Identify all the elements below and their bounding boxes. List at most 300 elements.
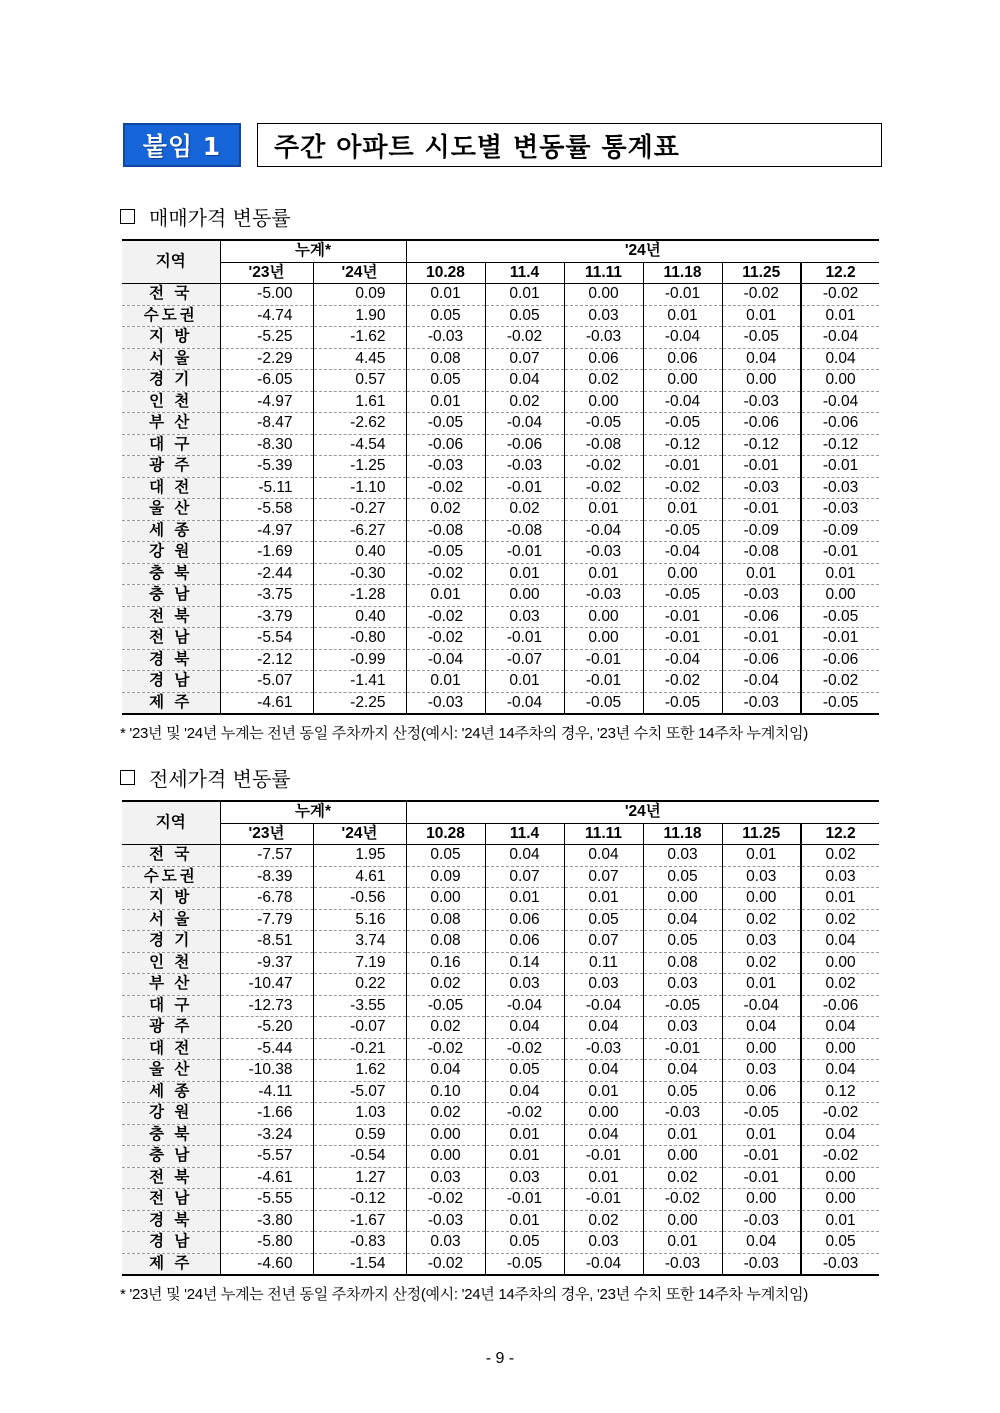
weekly-value-cell: -0.02 [406, 1189, 485, 1211]
cumulative-value-cell: -2.12 [220, 649, 313, 671]
table-row [122, 413, 879, 435]
weekly-value-cell: 0.00 [406, 1146, 485, 1168]
weekly-value-cell: -0.03 [722, 585, 801, 607]
weekly-value-cell: 0.00 [722, 1189, 801, 1211]
weekly-value-cell: 0.01 [564, 563, 643, 585]
weekly-value-cell: -0.03 [406, 327, 485, 349]
cumulative-value-cell: -5.20 [220, 1017, 313, 1039]
table-row [122, 866, 879, 888]
weekly-value-cell: 0.00 [643, 370, 722, 392]
weekly-value-cell: -0.05 [722, 327, 801, 349]
region-cell: 부 산 [122, 413, 220, 435]
table-row [122, 1146, 879, 1168]
weekly-value-cell: 0.03 [485, 606, 564, 628]
table-row [122, 995, 879, 1017]
weekly-value-cell: -0.03 [722, 692, 801, 714]
checkbox-square-icon [120, 209, 135, 224]
weekly-value-cell: -0.05 [801, 606, 879, 628]
cum-year-header: '24년 [313, 823, 406, 845]
weekly-value-cell: 0.04 [564, 1060, 643, 1082]
weekly-value-cell: 0.00 [564, 628, 643, 650]
table-row [122, 909, 879, 931]
weekly-value-cell: 0.01 [485, 671, 564, 693]
weekly-value-cell: -0.04 [485, 413, 564, 435]
region-cell: 경 기 [122, 931, 220, 953]
cumulative-value-cell: -2.62 [313, 413, 406, 435]
table-row [122, 952, 879, 974]
weekly-value-cell: 0.01 [643, 1124, 722, 1146]
weekly-value-cell: 0.02 [406, 1103, 485, 1125]
region-cell: 대 전 [122, 477, 220, 499]
weekly-value-cell: -0.02 [485, 1038, 564, 1060]
weekly-value-cell: -0.05 [564, 692, 643, 714]
cumulative-value-cell: -0.12 [313, 1189, 406, 1211]
weekly-value-cell: -0.03 [564, 327, 643, 349]
region-cell: 부 산 [122, 974, 220, 996]
weekly-value-cell: 0.02 [485, 499, 564, 521]
weekly-value-cell: 0.01 [485, 1124, 564, 1146]
region-cell: 전 국 [122, 284, 220, 306]
weekly-value-cell: 0.12 [801, 1081, 879, 1103]
weekly-value-cell: 0.05 [801, 1232, 879, 1254]
table-row [122, 391, 879, 413]
region-cell: 전 남 [122, 1189, 220, 1211]
table-row [122, 456, 879, 478]
weekly-value-cell: 0.01 [406, 391, 485, 413]
weekly-value-cell: 0.03 [722, 931, 801, 953]
weekly-value-cell: 0.08 [643, 952, 722, 974]
cumulative-value-cell: 0.40 [313, 606, 406, 628]
weekly-value-cell: -0.06 [722, 649, 801, 671]
weekly-value-cell: 0.06 [564, 348, 643, 370]
weekly-value-cell: -0.06 [801, 995, 879, 1017]
weekly-value-cell: 0.02 [564, 370, 643, 392]
weekly-value-cell: -0.03 [406, 456, 485, 478]
week-header: 12.2 [801, 823, 879, 845]
table-row [122, 692, 879, 714]
cumulative-value-cell: -10.47 [220, 974, 313, 996]
week-header: 11.11 [564, 823, 643, 845]
weekly-value-cell: -0.04 [722, 995, 801, 1017]
weekly-value-cell: -0.03 [801, 1253, 879, 1275]
weekly-value-cell: -0.01 [722, 499, 801, 521]
weekly-value-cell: -0.08 [722, 542, 801, 564]
cumulative-value-cell: -0.56 [313, 888, 406, 910]
weekly-value-cell: -0.03 [722, 1210, 801, 1232]
weekly-value-cell: 0.05 [564, 909, 643, 931]
cumulative-value-cell: -1.28 [313, 585, 406, 607]
cumulative-value-cell: -0.30 [313, 563, 406, 585]
cum-year-header: '23년 [220, 823, 313, 845]
weekly-value-cell: 0.05 [406, 305, 485, 327]
cumulative-value-cell: -7.79 [220, 909, 313, 931]
weekly-value-cell: 0.04 [801, 931, 879, 953]
cumulative-header: 누계* [220, 240, 406, 262]
cumulative-value-cell: -5.00 [220, 284, 313, 306]
weekly-value-cell: -0.05 [406, 995, 485, 1017]
region-cell: 세 종 [122, 520, 220, 542]
table-row [122, 370, 879, 392]
weekly-value-cell: 0.01 [564, 888, 643, 910]
weekly-value-cell: -0.02 [406, 628, 485, 650]
year-header: '24년 [406, 240, 879, 262]
weekly-value-cell: -0.02 [406, 606, 485, 628]
region-cell: 충 북 [122, 1124, 220, 1146]
week-header: 10.28 [406, 262, 485, 284]
table-row [122, 1017, 879, 1039]
weekly-value-cell: -0.05 [643, 692, 722, 714]
week-header: 11.18 [643, 823, 722, 845]
weekly-value-cell: 0.01 [485, 563, 564, 585]
table-row [122, 499, 879, 521]
weekly-value-cell: 0.01 [485, 284, 564, 306]
weekly-value-cell: 0.05 [406, 845, 485, 867]
weekly-value-cell: -0.01 [564, 649, 643, 671]
weekly-value-cell: -0.02 [801, 1146, 879, 1168]
cumulative-value-cell: -8.47 [220, 413, 313, 435]
weekly-value-cell: -0.01 [801, 456, 879, 478]
region-cell: 제 주 [122, 692, 220, 714]
cumulative-value-cell: -2.25 [313, 692, 406, 714]
weekly-value-cell: -0.04 [801, 391, 879, 413]
cumulative-value-cell: -1.41 [313, 671, 406, 693]
weekly-value-cell: -0.08 [485, 520, 564, 542]
weekly-value-cell: -0.08 [564, 434, 643, 456]
week-header: 11.11 [564, 262, 643, 284]
table-row [122, 974, 879, 996]
cumulative-value-cell: -3.55 [313, 995, 406, 1017]
week-header: 11.18 [643, 262, 722, 284]
region-cell: 전 국 [122, 845, 220, 867]
region-cell: 경 북 [122, 649, 220, 671]
weekly-value-cell: 0.02 [801, 845, 879, 867]
cumulative-value-cell: -3.80 [220, 1210, 313, 1232]
weekly-value-cell: -0.03 [722, 477, 801, 499]
table-row [122, 563, 879, 585]
cumulative-value-cell: -4.54 [313, 434, 406, 456]
weekly-value-cell: 0.08 [406, 348, 485, 370]
weekly-value-cell: 0.05 [643, 931, 722, 953]
weekly-value-cell: 0.00 [643, 563, 722, 585]
weekly-value-cell: 0.00 [406, 1124, 485, 1146]
weekly-value-cell: 0.00 [722, 888, 801, 910]
cumulative-value-cell: -1.62 [313, 327, 406, 349]
weekly-value-cell: 0.07 [485, 348, 564, 370]
cumulative-value-cell: -5.55 [220, 1189, 313, 1211]
weekly-value-cell: -0.02 [485, 1103, 564, 1125]
cumulative-value-cell: -4.61 [220, 1167, 313, 1189]
weekly-value-cell: 0.04 [564, 845, 643, 867]
cumulative-value-cell: -5.07 [313, 1081, 406, 1103]
cumulative-value-cell: 4.61 [313, 866, 406, 888]
weekly-value-cell: 0.02 [406, 499, 485, 521]
week-header: 12.2 [801, 262, 879, 284]
weekly-value-cell: 0.07 [564, 866, 643, 888]
weekly-value-cell: 0.01 [643, 1232, 722, 1254]
cumulative-value-cell: -5.44 [220, 1038, 313, 1060]
weekly-value-cell: -0.02 [801, 671, 879, 693]
weekly-value-cell: 0.03 [564, 305, 643, 327]
weekly-value-cell: 0.05 [485, 1060, 564, 1082]
weekly-value-cell: 0.03 [564, 974, 643, 996]
week-header: 11.4 [485, 823, 564, 845]
table-row [122, 1253, 879, 1275]
sale-footnote: * '23년 및 '24년 누계는 전년 동일 주차까지 산정(예시: '24년 14주차의 경우, '23년 수치 또한 14주차 누계치임) [120, 725, 808, 742]
weekly-value-cell: 0.04 [564, 1124, 643, 1146]
weekly-value-cell: 0.02 [564, 1210, 643, 1232]
weekly-value-cell: 0.05 [643, 1081, 722, 1103]
cumulative-value-cell: -0.07 [313, 1017, 406, 1039]
table-row [122, 1124, 879, 1146]
weekly-value-cell: -0.09 [801, 520, 879, 542]
weekly-value-cell: -0.02 [643, 671, 722, 693]
table-row [122, 1167, 879, 1189]
weekly-value-cell: -0.02 [485, 327, 564, 349]
cumulative-value-cell: -0.54 [313, 1146, 406, 1168]
weekly-value-cell: -0.12 [643, 434, 722, 456]
region-cell: 인 천 [122, 391, 220, 413]
weekly-value-cell: 0.04 [485, 370, 564, 392]
weekly-value-cell: 0.00 [485, 585, 564, 607]
weekly-value-cell: -0.05 [406, 413, 485, 435]
weekly-value-cell: 0.00 [801, 1167, 879, 1189]
sale-rate-table [122, 239, 879, 715]
table-row [122, 1038, 879, 1060]
sale-section-title [120, 202, 291, 230]
weekly-value-cell: 0.00 [801, 952, 879, 974]
weekly-value-cell: 0.00 [643, 1210, 722, 1232]
weekly-value-cell: 0.04 [801, 1124, 879, 1146]
weekly-value-cell: -0.09 [722, 520, 801, 542]
weekly-value-cell: -0.04 [485, 995, 564, 1017]
week-header: 11.25 [722, 262, 801, 284]
cumulative-value-cell: -4.60 [220, 1253, 313, 1275]
weekly-value-cell: 0.05 [406, 370, 485, 392]
cumulative-value-cell: 0.09 [313, 284, 406, 306]
weekly-value-cell: 0.04 [801, 1017, 879, 1039]
weekly-value-cell: -0.01 [722, 628, 801, 650]
region-cell: 충 북 [122, 563, 220, 585]
cumulative-value-cell: -4.74 [220, 305, 313, 327]
cumulative-value-cell: -4.61 [220, 692, 313, 714]
weekly-value-cell: -0.05 [801, 692, 879, 714]
cumulative-value-cell: -5.58 [220, 499, 313, 521]
weekly-value-cell: 0.01 [564, 1081, 643, 1103]
weekly-value-cell: 0.00 [722, 1038, 801, 1060]
weekly-value-cell: 0.02 [406, 1017, 485, 1039]
cumulative-value-cell: -1.67 [313, 1210, 406, 1232]
weekly-value-cell: -0.01 [643, 628, 722, 650]
title-box [257, 123, 882, 167]
attachment-badge-label: 붙임 1 [142, 132, 222, 161]
region-header: 지역 [122, 240, 220, 284]
table-row [122, 327, 879, 349]
cumulative-value-cell: -2.29 [220, 348, 313, 370]
weekly-value-cell: 0.00 [406, 888, 485, 910]
weekly-value-cell: 0.02 [722, 952, 801, 974]
weekly-value-cell: -0.05 [643, 995, 722, 1017]
weekly-value-cell: -0.03 [643, 1253, 722, 1275]
weekly-value-cell: -0.04 [564, 520, 643, 542]
weekly-value-cell: 0.05 [485, 305, 564, 327]
weekly-value-cell: 0.06 [485, 931, 564, 953]
region-cell: 충 남 [122, 1146, 220, 1168]
cumulative-value-cell: 0.59 [313, 1124, 406, 1146]
table-row [122, 434, 879, 456]
year-header: '24년 [406, 801, 879, 823]
region-cell: 수도권 [122, 866, 220, 888]
attachment-badge [123, 123, 241, 167]
weekly-value-cell: 0.01 [722, 974, 801, 996]
weekly-value-cell: 0.01 [722, 845, 801, 867]
region-header: 지역 [122, 801, 220, 845]
weekly-value-cell: 0.01 [406, 585, 485, 607]
weekly-value-cell: 0.02 [801, 909, 879, 931]
weekly-value-cell: -0.06 [722, 413, 801, 435]
sale-section-label: 매매가격 변동률 [149, 205, 291, 230]
region-cell: 경 북 [122, 1210, 220, 1232]
table-row [122, 671, 879, 693]
cumulative-value-cell: -6.78 [220, 888, 313, 910]
weekly-value-cell: 0.03 [643, 845, 722, 867]
cumulative-value-cell: -0.80 [313, 628, 406, 650]
weekly-value-cell: 0.09 [406, 866, 485, 888]
weekly-value-cell: -0.06 [722, 606, 801, 628]
cumulative-value-cell: -1.66 [220, 1103, 313, 1125]
weekly-value-cell: -0.04 [564, 995, 643, 1017]
table-row [122, 1210, 879, 1232]
weekly-value-cell: 0.00 [801, 585, 879, 607]
cumulative-value-cell: -6.05 [220, 370, 313, 392]
weekly-value-cell: -0.01 [722, 456, 801, 478]
weekly-value-cell: 0.02 [722, 909, 801, 931]
table-row [122, 1189, 879, 1211]
cumulative-value-cell: 1.27 [313, 1167, 406, 1189]
weekly-value-cell: -0.03 [564, 585, 643, 607]
cumulative-value-cell: 7.19 [313, 952, 406, 974]
weekly-value-cell: 0.00 [564, 1103, 643, 1125]
weekly-value-cell: 0.05 [643, 866, 722, 888]
table-row [122, 606, 879, 628]
weekly-value-cell: 0.02 [801, 974, 879, 996]
cumulative-value-cell: -1.69 [220, 542, 313, 564]
weekly-value-cell: 0.07 [564, 931, 643, 953]
cumulative-value-cell: -0.27 [313, 499, 406, 521]
page-header [123, 123, 882, 167]
region-cell: 경 남 [122, 1232, 220, 1254]
cumulative-value-cell: 1.62 [313, 1060, 406, 1082]
weekly-value-cell: 0.03 [643, 974, 722, 996]
weekly-value-cell: -0.12 [722, 434, 801, 456]
cumulative-value-cell: -8.30 [220, 434, 313, 456]
weekly-value-cell: -0.01 [643, 606, 722, 628]
weekly-value-cell: 0.02 [643, 1167, 722, 1189]
cumulative-value-cell: 0.57 [313, 370, 406, 392]
weekly-value-cell: -0.01 [485, 628, 564, 650]
weekly-value-cell: 0.00 [564, 391, 643, 413]
weekly-value-cell: -0.04 [406, 649, 485, 671]
weekly-value-cell: 0.03 [406, 1167, 485, 1189]
cumulative-value-cell: -1.25 [313, 456, 406, 478]
weekly-value-cell: -0.02 [564, 456, 643, 478]
weekly-value-cell: 0.01 [643, 499, 722, 521]
table-row [122, 477, 879, 499]
region-cell: 세 종 [122, 1081, 220, 1103]
weekly-value-cell: 0.02 [485, 391, 564, 413]
weekly-value-cell: -0.01 [722, 1146, 801, 1168]
weekly-value-cell: 0.02 [406, 974, 485, 996]
weekly-value-cell: -0.01 [801, 542, 879, 564]
weekly-value-cell: 0.00 [801, 1038, 879, 1060]
weekly-value-cell: 0.03 [485, 1167, 564, 1189]
page-number: - 9 - [485, 1350, 515, 1367]
cumulative-value-cell: 0.40 [313, 542, 406, 564]
weekly-value-cell: -0.03 [406, 692, 485, 714]
weekly-value-cell: 0.00 [643, 1146, 722, 1168]
weekly-value-cell: -0.02 [406, 1038, 485, 1060]
region-cell: 전 북 [122, 606, 220, 628]
checkbox-square-icon [120, 770, 135, 785]
weekly-value-cell: 0.01 [564, 499, 643, 521]
weekly-value-cell: -0.03 [485, 456, 564, 478]
weekly-value-cell: 0.04 [485, 1081, 564, 1103]
weekly-value-cell: 0.01 [643, 305, 722, 327]
region-cell: 충 남 [122, 585, 220, 607]
cumulative-value-cell: 1.95 [313, 845, 406, 867]
weekly-value-cell: 0.01 [406, 284, 485, 306]
weekly-value-cell: 0.04 [564, 1017, 643, 1039]
table-row [122, 628, 879, 650]
weekly-value-cell: -0.04 [643, 649, 722, 671]
weekly-value-cell: 0.01 [564, 1167, 643, 1189]
weekly-value-cell: 0.00 [801, 1189, 879, 1211]
cumulative-value-cell: 4.45 [313, 348, 406, 370]
cumulative-value-cell: -5.25 [220, 327, 313, 349]
cumulative-value-cell: -1.54 [313, 1253, 406, 1275]
weekly-value-cell: 0.01 [485, 1210, 564, 1232]
weekly-value-cell: -0.01 [564, 671, 643, 693]
region-cell: 전 북 [122, 1167, 220, 1189]
weekly-value-cell: -0.01 [801, 628, 879, 650]
weekly-value-cell: 0.00 [643, 888, 722, 910]
weekly-value-cell: -0.02 [406, 477, 485, 499]
cumulative-value-cell: -8.39 [220, 866, 313, 888]
weekly-value-cell: -0.04 [643, 391, 722, 413]
weekly-value-cell: -0.03 [564, 542, 643, 564]
table-row [122, 585, 879, 607]
weekly-value-cell: 0.10 [406, 1081, 485, 1103]
weekly-value-cell: -0.02 [801, 284, 879, 306]
weekly-value-cell: 0.04 [801, 348, 879, 370]
weekly-value-cell: -0.03 [643, 1103, 722, 1125]
table-row [122, 542, 879, 564]
weekly-value-cell: -0.07 [485, 649, 564, 671]
weekly-value-cell: -0.01 [485, 542, 564, 564]
cum-year-header: '23년 [220, 262, 313, 284]
cumulative-value-cell: -5.39 [220, 456, 313, 478]
weekly-value-cell: 0.06 [485, 909, 564, 931]
region-cell: 울 산 [122, 499, 220, 521]
table-row [122, 520, 879, 542]
weekly-value-cell: -0.01 [722, 1167, 801, 1189]
table-row [122, 649, 879, 671]
cum-year-header: '24년 [313, 262, 406, 284]
cumulative-value-cell: -10.38 [220, 1060, 313, 1082]
weekly-value-cell: -0.03 [564, 1038, 643, 1060]
weekly-value-cell: 0.04 [722, 348, 801, 370]
cumulative-value-cell: -5.54 [220, 628, 313, 650]
weekly-value-cell: 0.03 [643, 1017, 722, 1039]
